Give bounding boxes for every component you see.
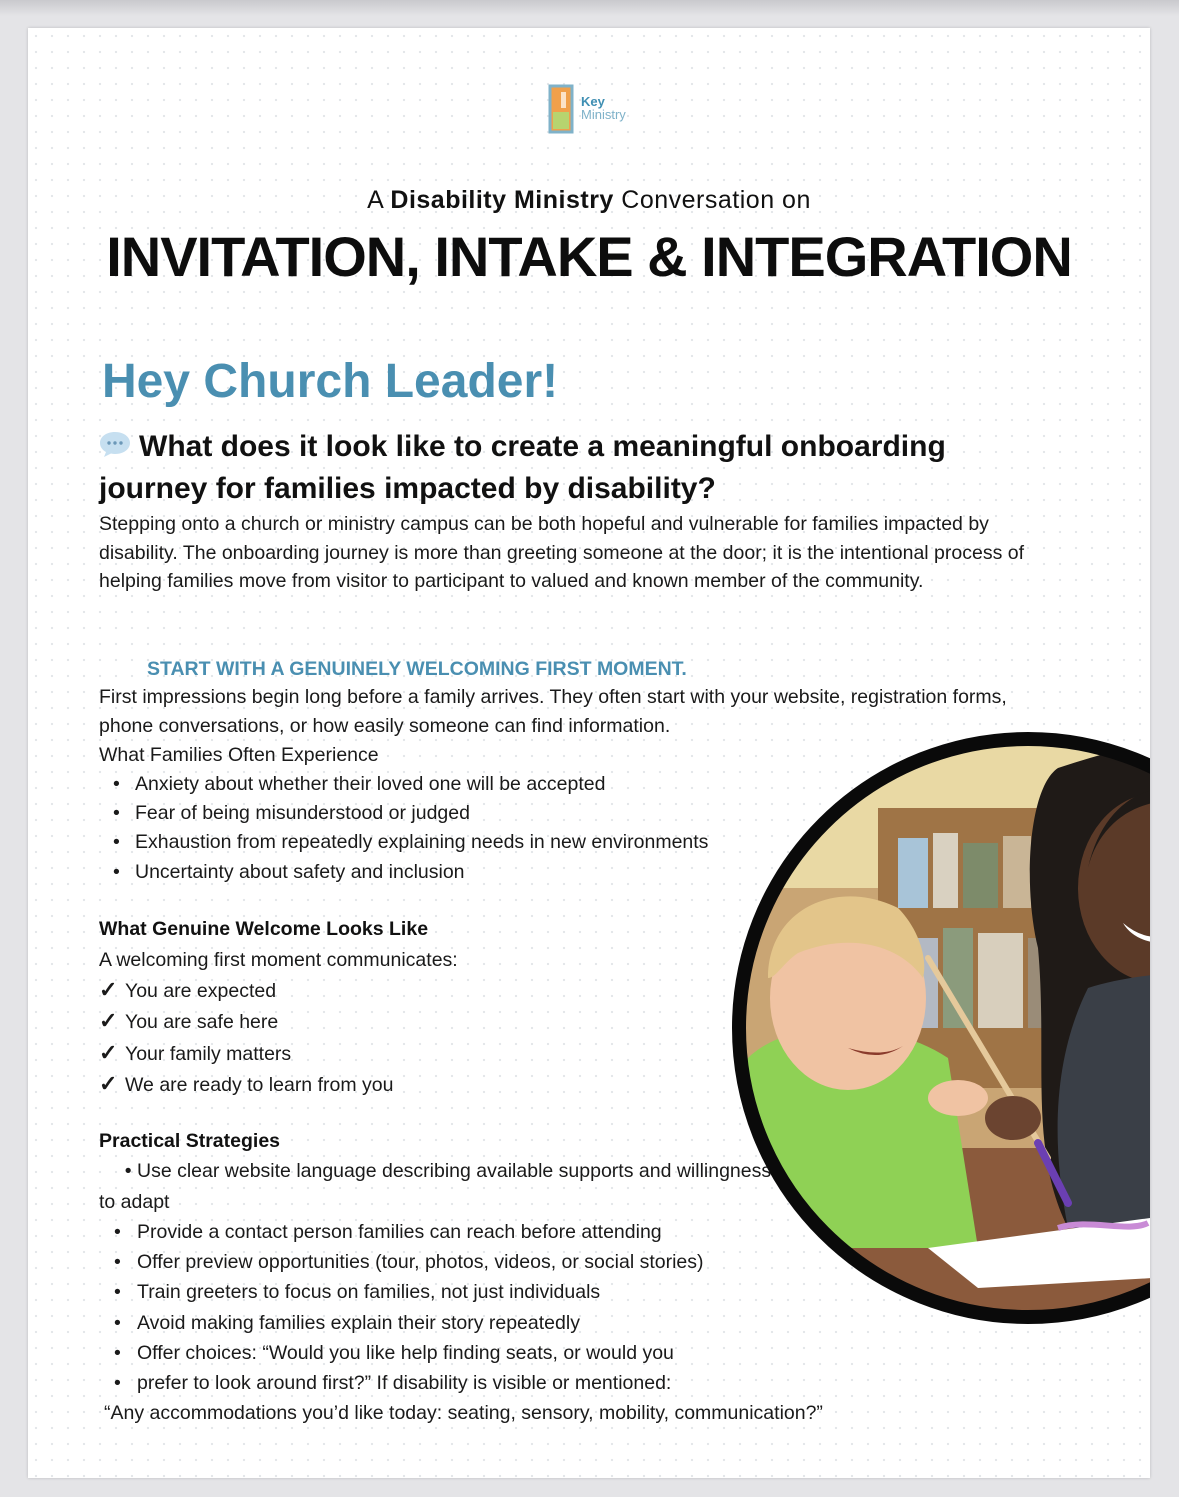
document-page <box>28 28 1150 1478</box>
check-item-text: You are expected <box>125 980 277 1002</box>
list-item <box>99 975 393 1006</box>
list-item: • Uncertainty about safety and inclusion <box>99 858 708 887</box>
logo-line-1: Key <box>581 94 605 109</box>
welcome-heading: What Genuine Welcome Looks Like <box>99 918 429 940</box>
list-item: • Train greeters to focus on families, not just individuals <box>99 1277 704 1307</box>
question-heading <box>99 426 1059 510</box>
list-item: • Fear of being misunderstood or judged <box>99 799 708 828</box>
subtitle-bold: Disability Ministry <box>390 186 614 214</box>
list-item <box>99 1038 393 1069</box>
page-title: INVITATION, INTAKE & INTEGRATION <box>106 225 1072 288</box>
list-item: • Avoid making families explain their story repeatedly <box>99 1308 704 1338</box>
logo-line-2: Ministry <box>581 107 626 122</box>
checkmark-icon: ✓ <box>99 1071 118 1097</box>
experience-list <box>99 770 708 887</box>
list-item: • prefer to look around first?” If disability is visible or mentioned: <box>99 1368 704 1398</box>
subtitle <box>28 183 1150 217</box>
question-text: What does it look like to create a meaningful onboarding journey for families impacted by disability? <box>99 430 946 505</box>
list-item <box>99 1069 393 1100</box>
experience-label: What Families Often Experience <box>99 744 379 766</box>
closing-quote: “Any accommodations you’d like today: seating, sensory, mobility, communication?” <box>104 1402 823 1424</box>
strategies-heading: Practical Strategies <box>99 1130 281 1152</box>
greeting-heading: Hey Church Leader! <box>102 355 559 408</box>
list-item: • Anxiety about whether their loved one will be accepted <box>99 770 708 799</box>
welcome-description: A welcoming first moment communicates: <box>99 949 458 971</box>
list-item <box>99 1006 393 1037</box>
first-impressions-paragraph: First impressions begin long before a family arrives. They often start with your website, registration forms, phone conversations, or how easily someone can find information. <box>99 686 1007 737</box>
checkmark-icon: ✓ <box>99 1039 118 1065</box>
top-bar <box>0 0 1179 16</box>
strategy-first-item <box>99 1156 779 1217</box>
speech-bubble-icon <box>99 430 131 458</box>
checkmark-icon: ✓ <box>99 977 118 1002</box>
section-heading: START WITH A GENUINELY WELCOMING FIRST MOMENT. <box>147 658 687 680</box>
subtitle-suffix: Conversation on <box>613 186 811 214</box>
strategies-list <box>99 1217 704 1398</box>
list-item: • Exhaustion from repeatedly explaining needs in new environments <box>99 828 708 857</box>
check-item-text: You are safe here <box>125 1011 279 1034</box>
list-item: • Provide a contact person families can reach before attending <box>99 1217 704 1247</box>
check-item-text: We are ready to learn from you <box>125 1074 394 1097</box>
check-item-text: Your family matters <box>125 1042 292 1065</box>
key-ministry-logo <box>548 84 638 136</box>
list-item: • Offer choices: “Would you like help finding seats, or would you <box>99 1338 704 1368</box>
photo-teacher-and-child <box>728 728 1150 1328</box>
strategy-text: Use clear website language describing available supports and willingness to adapt <box>99 1160 772 1213</box>
list-item: • Offer preview opportunities (tour, photos, videos, or social stories) <box>99 1247 704 1277</box>
bullet-icon: • <box>124 1160 137 1182</box>
checkmark-icon: ✓ <box>99 1008 118 1034</box>
logo-key-icon <box>548 84 578 136</box>
welcome-checklist <box>99 975 393 1101</box>
intro-paragraph: Stepping onto a church or ministry campus can be both hopeful and vulnerable for families impacted by disability. The onboarding journey is more than greeting someone at the door; it is the intentional process of helping families move from visitor to participant to valued and known member of the community. <box>99 513 1024 593</box>
subtitle-prefix: A <box>367 186 391 214</box>
